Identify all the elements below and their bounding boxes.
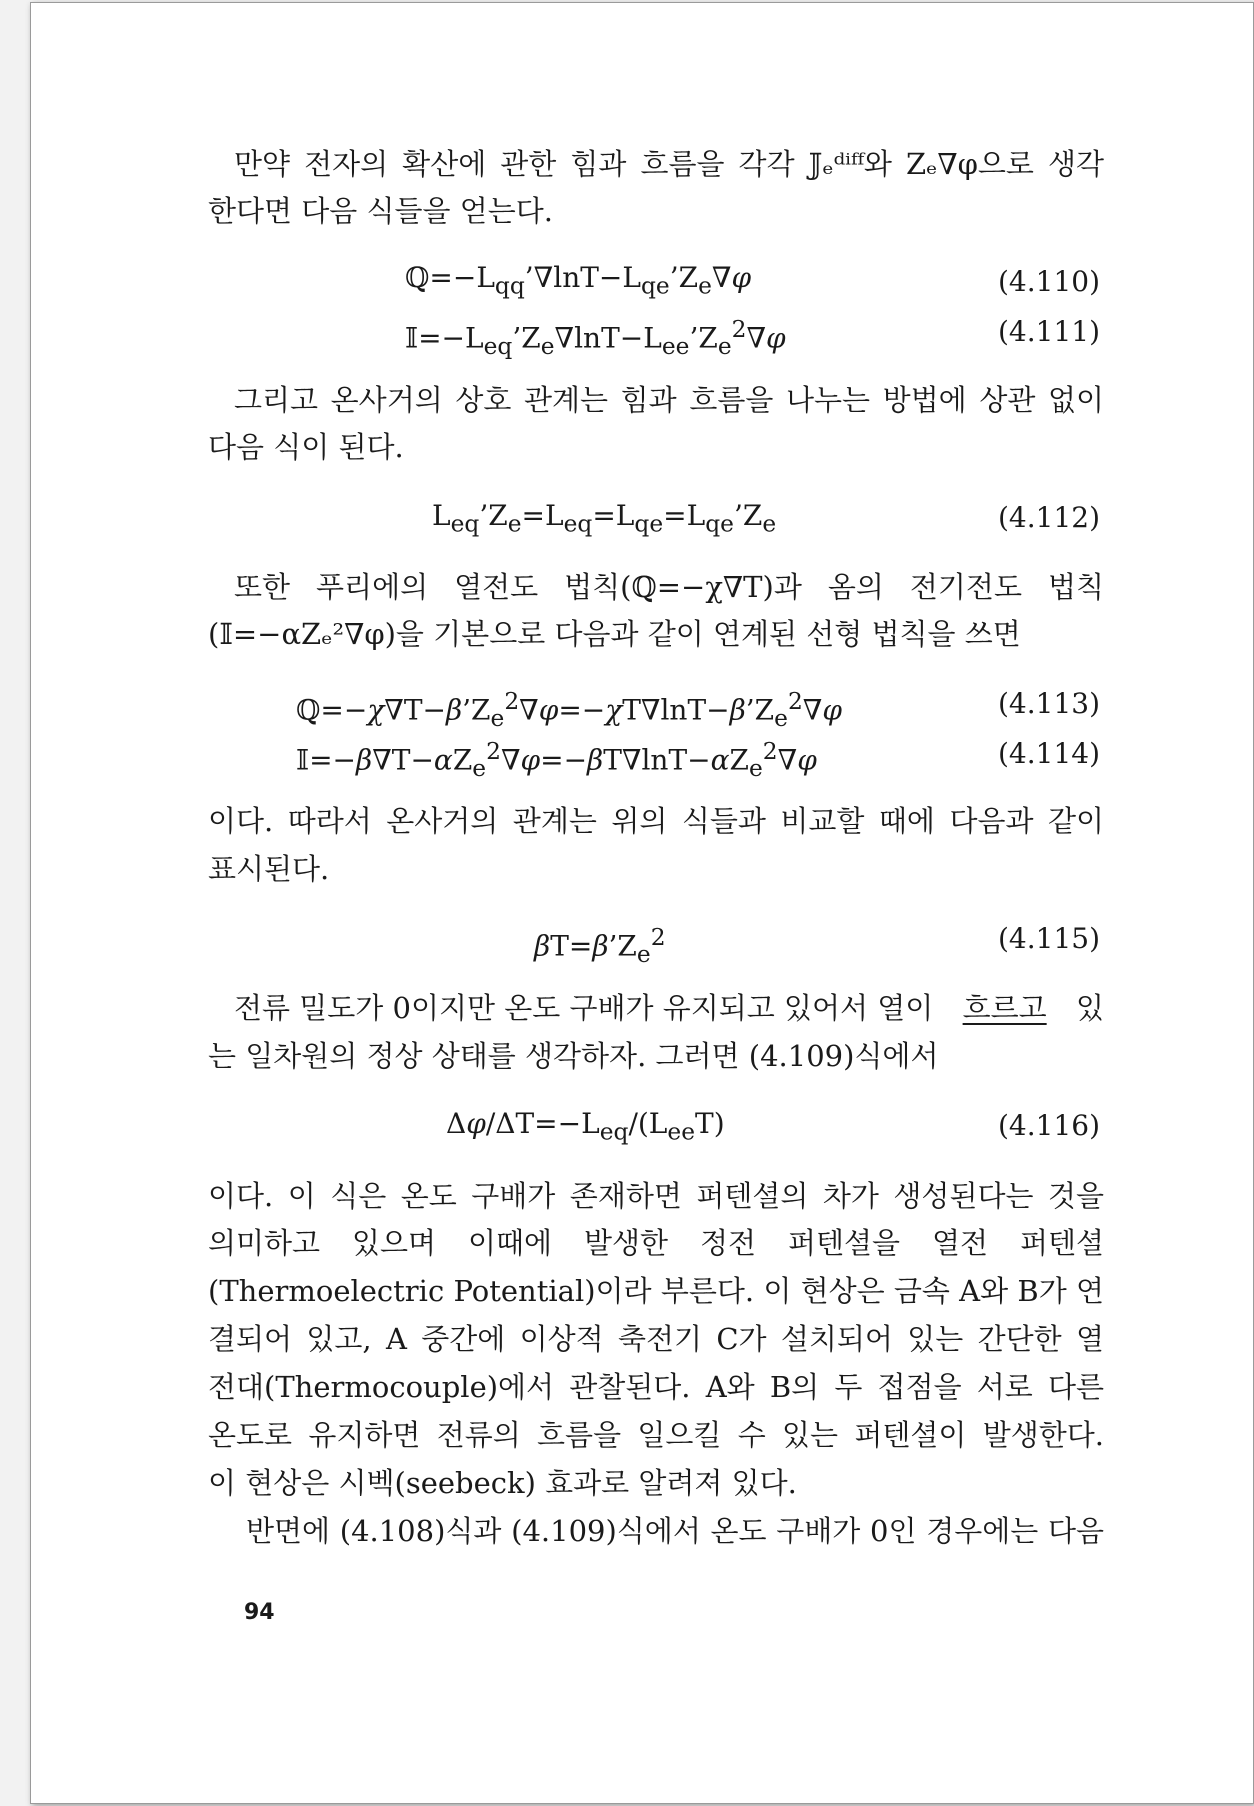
equation-number: (4.114) [997, 737, 1100, 770]
page-number: 94 [244, 1600, 275, 1625]
paragraph-line: 의미하고 있으며 이때에 발생한 정전 퍼텐셜을 열전 퍼텐셜 [208, 1226, 1104, 1260]
equation-number: (4.110) [997, 265, 1100, 298]
paragraph-line: 이 현상은 시벡(seebeck) 효과로 알려져 있다. [208, 1466, 797, 1500]
paragraph-line: 한다면 다음 식들을 얻는다. [208, 194, 554, 228]
paragraph-line: 이다. 따라서 온사거의 관계는 위의 식들과 비교할 때에 다음과 같이 [208, 804, 1104, 838]
paragraph-line: (𝕀=−αZₑ²∇φ)을 기본으로 다음과 같이 연계된 선형 법칙을 쓰면 [208, 617, 1021, 651]
equation: $𝕀=-L_{eq}’Z_e\nabla\ln T-L_{ee}’Z_e^2\nabla\varphi$ [405, 315, 786, 360]
equation: $𝕀=-\beta\nabla T-\alpha Z_e^2\nabla\varphi=-\beta T\nabla\ln T-\alpha Z_e^2\nabla\varphi$ [296, 737, 817, 782]
equation: $\beta T=\beta’Z_e^2$ [534, 923, 666, 968]
equation-number: (4.113) [997, 687, 1100, 720]
paragraph-line: 다음 식이 된다. [208, 430, 404, 464]
paragraph-line: 온도로 유지하면 전류의 흐름을 일으킬 수 있는 퍼텐셜이 발생한다. [208, 1418, 1104, 1452]
paragraph-line: 결되어 있고, A 중간에 이상적 축전기 C가 설치되어 있는 간단한 열 [208, 1322, 1104, 1356]
paragraph-line: (Thermoelectric Potential)이라 부른다. 이 현상은 금속 A와 B가 연 [208, 1274, 1104, 1308]
text-run: 전류 밀도가 0이지만 온도 구배가 유지되고 있어서 열이 [234, 991, 934, 1025]
equation: $\Delta\varphi/\Delta T=-L_{eq}/(L_{ee}T)$ [446, 1107, 725, 1146]
paragraph-line [234, 987, 1104, 1029]
paragraph-line: 전대(Thermocouple)에서 관찰된다. A와 B의 두 접점을 서로 다른 [208, 1370, 1104, 1404]
equation: $ℚ=-\chi\nabla T-\beta’Z_e^2\nabla\varphi=-\chi T\nabla\ln T-\beta’Z_e^2\nabla\varphi$ [296, 687, 842, 732]
equation-number: (4.115) [997, 922, 1100, 955]
paragraph-line: 또한 푸리에의 열전도 법칙(ℚ=−χ∇T)과 옴의 전기전도 법칙 [234, 570, 1104, 604]
equation-number: (4.112) [997, 501, 1100, 534]
underlined-text: 흐르고 [962, 991, 1047, 1025]
paragraph-line: 표시된다. [208, 852, 330, 886]
text-run: 있 [1075, 991, 1104, 1025]
paragraph-line: 그리고 온사거의 상호 관계는 힘과 흐름을 나누는 방법에 상관 없이 [234, 383, 1104, 417]
equation: $L_{eq}’Z_e=L_{eq}=L_{qe}=L_{qe}’Z_e$ [432, 499, 777, 538]
paragraph-line: 반면에 (4.108)식과 (4.109)식에서 온도 구배가 0인 경우에는 다음 [246, 1514, 1104, 1548]
equation-number: (4.111) [997, 315, 1100, 348]
paragraph-line: 이다. 이 식은 온도 구배가 존재하면 퍼텐셜의 차가 생성된다는 것을 [208, 1179, 1104, 1213]
paragraph-line: 는 일차원의 정상 상태를 생각하자. 그러면 (4.109)식에서 [208, 1039, 939, 1073]
equation-number: (4.116) [997, 1109, 1100, 1142]
paragraph-line: 만약 전자의 확산에 관한 힘과 흐름을 각각 𝕁ₑᵈⁱᶠᶠ와 Zₑ∇φ으로 생각 [234, 147, 1104, 181]
equation: $ℚ=-L_{qq}’\nabla\ln T-L_{qe}’Z_e\nabla\varphi$ [405, 261, 752, 300]
